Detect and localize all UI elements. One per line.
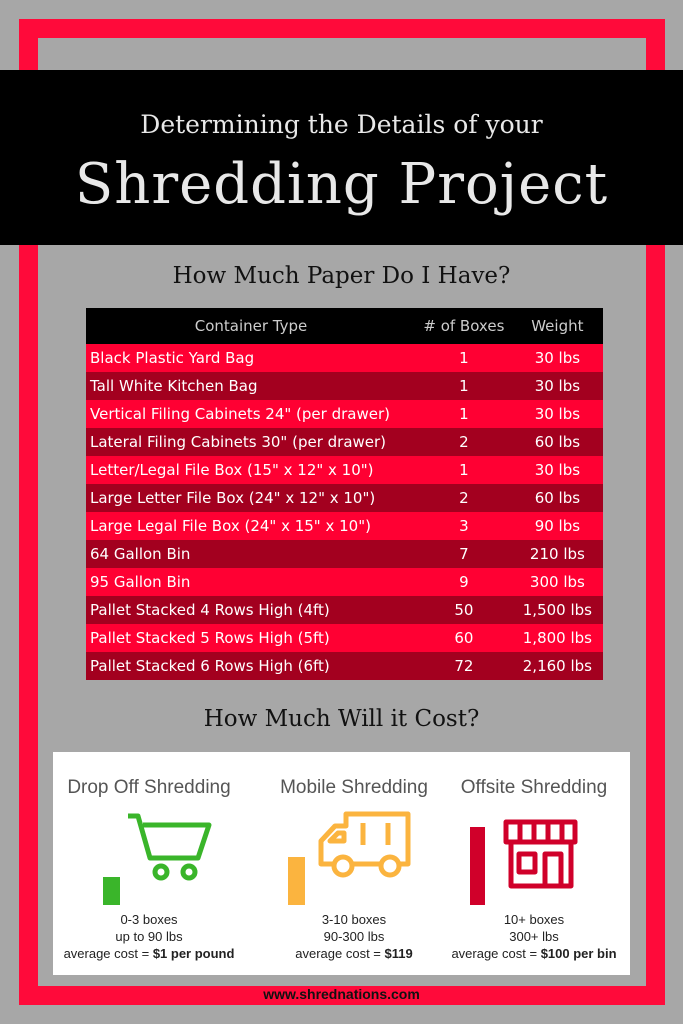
weight: 90-300 lbs xyxy=(323,929,385,944)
container-type-cell: 95 Gallon Bin xyxy=(86,568,416,596)
weight: 300+ lbs xyxy=(509,929,559,944)
table-row xyxy=(86,456,603,484)
container-type-cell: Pallet Stacked 5 Rows High (5ft) xyxy=(86,624,416,652)
container-table xyxy=(86,308,603,680)
weight-cell: 210 lbs xyxy=(512,540,603,568)
cost-label: average cost = xyxy=(63,946,153,961)
cost-panel xyxy=(53,752,630,975)
level-bar xyxy=(470,827,485,905)
option-title: Mobile Shredding xyxy=(280,777,428,798)
cart-icon xyxy=(125,811,215,881)
weight-cell: 90 lbs xyxy=(512,512,603,540)
boxes: 0-3 boxes xyxy=(120,912,178,927)
weight-cell: 60 lbs xyxy=(512,428,603,456)
footer-url[interactable]: www.shrednations.com xyxy=(263,986,420,1002)
option-title: Offsite Shredding xyxy=(460,777,608,798)
boxes: 3-10 boxes xyxy=(321,912,387,927)
table-row xyxy=(86,400,603,428)
section-heading-cost: How Much Will it Cost? xyxy=(203,706,480,732)
store-icon xyxy=(503,819,578,889)
box-count-cell: 1 xyxy=(416,372,512,400)
weight: up to 90 lbs xyxy=(115,929,183,944)
col-header-boxes: # of Boxes xyxy=(416,308,512,344)
table-row xyxy=(86,652,603,680)
weight-cell: 30 lbs xyxy=(512,400,603,428)
option-drop-off xyxy=(53,752,245,962)
cost-label: average cost = xyxy=(451,946,541,961)
table-row xyxy=(86,512,603,540)
boxes: 10+ boxes xyxy=(503,912,565,927)
container-type-cell: 64 Gallon Bin xyxy=(86,540,416,568)
container-type-cell: Letter/Legal File Box (15" x 12" x 10") xyxy=(86,456,416,484)
option-title: Drop Off Shredding xyxy=(67,777,231,798)
option-offsite xyxy=(438,752,630,962)
container-type-cell: Lateral Filing Cabinets 30" (per drawer) xyxy=(86,428,416,456)
weight-cell: 30 lbs xyxy=(512,344,603,372)
page-title: Shredding Project xyxy=(74,152,609,217)
container-type-cell: Large Legal File Box (24" x 15" x 10") xyxy=(86,512,416,540)
section-heading-paper: How Much Paper Do I Have? xyxy=(172,263,511,289)
box-count-cell: 1 xyxy=(416,456,512,484)
table-row xyxy=(86,372,603,400)
container-type-cell: Vertical Filing Cabinets 24" (per drawer) xyxy=(86,400,416,428)
weight-cell: 30 lbs xyxy=(512,372,603,400)
box-count-cell: 2 xyxy=(416,428,512,456)
table-row xyxy=(86,596,603,624)
table-row xyxy=(86,568,603,596)
box-count-cell: 3 xyxy=(416,512,512,540)
level-bar xyxy=(103,877,120,905)
box-count-cell: 7 xyxy=(416,540,512,568)
weight-cell: 60 lbs xyxy=(512,484,603,512)
title-banner xyxy=(0,70,683,245)
weight-cell: 30 lbs xyxy=(512,456,603,484)
container-type-cell: Pallet Stacked 6 Rows High (6ft) xyxy=(86,652,416,680)
weight-cell: 1,800 lbs xyxy=(512,624,603,652)
level-bar xyxy=(288,857,305,905)
cost-value: $100 per bin xyxy=(540,946,617,961)
weight-cell: 2,160 lbs xyxy=(512,652,603,680)
box-count-cell: 50 xyxy=(416,596,512,624)
weight-cell: 1,500 lbs xyxy=(512,596,603,624)
box-count-cell: 2 xyxy=(416,484,512,512)
container-type-cell: Large Letter File Box (24" x 12" x 10") xyxy=(86,484,416,512)
truck-icon xyxy=(318,811,413,881)
box-count-cell: 60 xyxy=(416,624,512,652)
cost-value: $119 xyxy=(384,946,413,961)
container-type-cell: Pallet Stacked 4 Rows High (4ft) xyxy=(86,596,416,624)
weight-cell: 300 lbs xyxy=(512,568,603,596)
box-count-cell: 72 xyxy=(416,652,512,680)
box-count-cell: 1 xyxy=(416,400,512,428)
container-type-cell: Tall White Kitchen Bag xyxy=(86,372,416,400)
col-header-type: Container Type xyxy=(86,308,416,344)
table-row xyxy=(86,484,603,512)
table-row xyxy=(86,624,603,652)
table-row xyxy=(86,540,603,568)
col-header-weight: Weight xyxy=(512,308,603,344)
subtitle: Determining the Details of your xyxy=(140,110,543,139)
option-mobile xyxy=(258,752,450,962)
table-row xyxy=(86,344,603,372)
box-count-cell: 1 xyxy=(416,344,512,372)
container-type-cell: Black Plastic Yard Bag xyxy=(86,344,416,372)
cost-label: average cost = xyxy=(295,946,385,961)
box-count-cell: 9 xyxy=(416,568,512,596)
table-row xyxy=(86,428,603,456)
cost-value: $1 per pound xyxy=(152,946,235,961)
